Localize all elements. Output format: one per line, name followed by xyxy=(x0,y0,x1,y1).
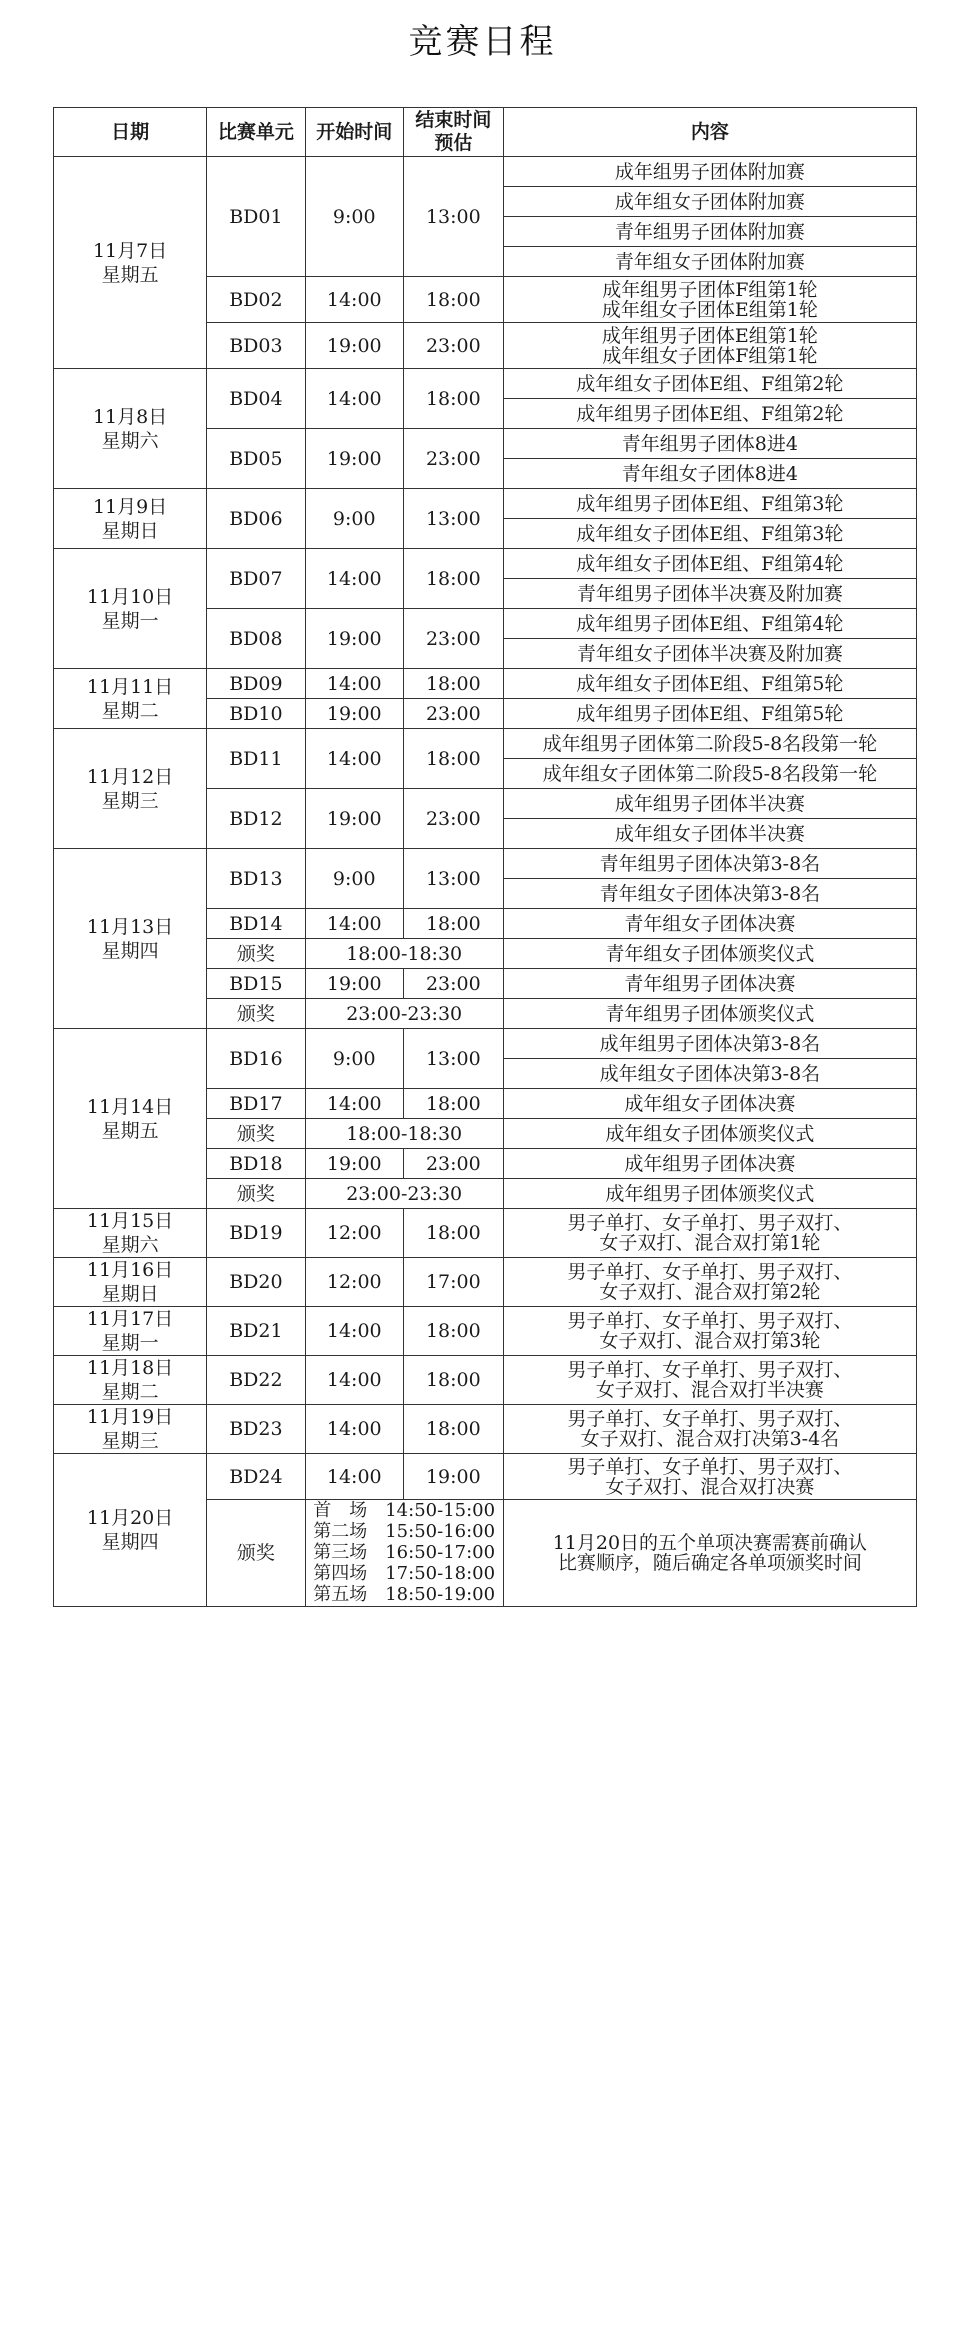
end-time-cell: 23:00 xyxy=(403,1149,503,1179)
start-time-cell: 14:00 xyxy=(305,1356,403,1405)
award-time-cell xyxy=(305,1500,503,1607)
unit-cell: BD11 xyxy=(207,729,305,789)
unit-cell: BD16 xyxy=(207,1029,305,1089)
start-time-cell: 14:00 xyxy=(305,909,403,939)
date-cell: 11月12日 星期三 xyxy=(54,729,207,849)
award-time: 首 场 14:50-15:00 第二场 15:50-16:00 第三场 16:50-17:00 第四场 17:50-18:00 第五场 18:50-19:00 xyxy=(313,1500,496,1605)
content-cell: 11月20日的五个单项决赛需赛前确认 比赛顺序，随后确定各单项颁奖时间 xyxy=(503,1500,916,1607)
date-cell: 11月14日 星期五 xyxy=(54,1029,207,1209)
content-cell: 成年组男子团体半决赛 xyxy=(503,789,916,819)
unit-cell: BD13 xyxy=(207,849,305,909)
schedule-body xyxy=(54,157,917,1607)
content-cell: 成年组男子团体第二阶段5-8名段第一轮 xyxy=(503,729,916,759)
unit-cell: BD09 xyxy=(207,669,305,699)
start-time-cell: 14:00 xyxy=(305,669,403,699)
content-cell: 成年组女子团体E组、F组第5轮 xyxy=(503,669,916,699)
end-time-cell: 13:00 xyxy=(403,157,503,277)
unit-cell: BD19 xyxy=(207,1209,305,1258)
unit-cell: BD07 xyxy=(207,549,305,609)
content-cell: 成年组男子团体E组、F组第2轮 xyxy=(503,399,916,429)
unit-cell: BD10 xyxy=(207,699,305,729)
table-row xyxy=(54,669,917,699)
end-time-cell: 18:00 xyxy=(403,277,503,323)
content-cell: 青年组男子团体决赛 xyxy=(503,969,916,999)
end-time-cell: 23:00 xyxy=(403,699,503,729)
table-row xyxy=(54,1258,917,1307)
content-cell: 青年组男子团体半决赛及附加赛 xyxy=(503,579,916,609)
table-row xyxy=(54,1454,917,1500)
date-cell: 11月8日 星期六 xyxy=(54,369,207,489)
start-time-cell: 19:00 xyxy=(305,323,403,369)
end-time-cell: 18:00 xyxy=(403,1307,503,1356)
content-cell: 成年组男子团体F组第1轮 成年组女子团体E组第1轮 xyxy=(503,277,916,323)
start-time-cell: 9:00 xyxy=(305,1029,403,1089)
content-cell: 男子单打、女子单打、男子双打、 女子双打、混合双打决第3-4名 xyxy=(503,1405,916,1454)
end-time-cell: 18:00 xyxy=(403,1209,503,1258)
unit-cell: BD21 xyxy=(207,1307,305,1356)
unit-cell: BD06 xyxy=(207,489,305,549)
content-cell: 成年组女子团体决赛 xyxy=(503,1089,916,1119)
award-time: 18:00-18:30 xyxy=(346,942,463,965)
unit-cell: BD15 xyxy=(207,969,305,999)
content-cell: 青年组男子团体8进4 xyxy=(503,429,916,459)
unit-cell: BD05 xyxy=(207,429,305,489)
end-time-cell: 13:00 xyxy=(403,1029,503,1089)
end-time-cell: 23:00 xyxy=(403,429,503,489)
content-cell: 男子单打、女子单打、男子双打、 女子双打、混合双打半决赛 xyxy=(503,1356,916,1405)
date-cell: 11月20日 星期四 xyxy=(54,1454,207,1607)
unit-cell: BD01 xyxy=(207,157,305,277)
content-cell: 青年组女子团体8进4 xyxy=(503,459,916,489)
content-cell: 青年组男子团体颁奖仪式 xyxy=(503,999,916,1029)
start-time-cell: 14:00 xyxy=(305,549,403,609)
content-cell: 男子单打、女子单打、男子双打、 女子双打、混合双打第3轮 xyxy=(503,1307,916,1356)
award-time-cell xyxy=(305,1179,503,1209)
table-row xyxy=(54,1029,917,1059)
end-time-cell: 18:00 xyxy=(403,1089,503,1119)
unit-cell: 颁奖 xyxy=(207,999,305,1029)
unit-cell: 颁奖 xyxy=(207,1119,305,1149)
end-time-cell: 18:00 xyxy=(403,729,503,789)
unit-cell: 颁奖 xyxy=(207,939,305,969)
award-time: 23:00-23:30 xyxy=(346,1002,463,1025)
start-time-cell: 14:00 xyxy=(305,369,403,429)
start-time-cell: 14:00 xyxy=(305,1089,403,1119)
start-time-cell: 14:00 xyxy=(305,1454,403,1500)
content-cell: 成年组女子团体E组、F组第4轮 xyxy=(503,549,916,579)
content-cell: 成年组男子团体附加赛 xyxy=(503,157,916,187)
table-row xyxy=(54,369,917,399)
date-cell: 11月11日 星期二 xyxy=(54,669,207,729)
table-row xyxy=(54,1209,917,1258)
col-header-end: 结束时间 预估 xyxy=(403,108,503,157)
unit-cell: BD02 xyxy=(207,277,305,323)
unit-cell: BD20 xyxy=(207,1258,305,1307)
start-time-cell: 14:00 xyxy=(305,277,403,323)
content-cell: 男子单打、女子单打、男子双打、 女子双打、混合双打第2轮 xyxy=(503,1258,916,1307)
unit-cell: BD03 xyxy=(207,323,305,369)
content-cell: 成年组女子团体E组、F组第2轮 xyxy=(503,369,916,399)
content-cell: 成年组女子团体E组、F组第3轮 xyxy=(503,519,916,549)
date-cell: 11月9日 星期日 xyxy=(54,489,207,549)
content-cell: 男子单打、女子单打、男子双打、 女子双打、混合双打决赛 xyxy=(503,1454,916,1500)
start-time-cell: 19:00 xyxy=(305,1149,403,1179)
date-cell: 11月18日 星期二 xyxy=(54,1356,207,1405)
content-cell: 成年组男子团体E组、F组第5轮 xyxy=(503,699,916,729)
date-cell: 11月17日 星期一 xyxy=(54,1307,207,1356)
content-cell: 成年组女子团体决第3-8名 xyxy=(503,1059,916,1089)
unit-cell: BD18 xyxy=(207,1149,305,1179)
content-cell: 青年组女子团体颁奖仪式 xyxy=(503,939,916,969)
unit-cell: BD22 xyxy=(207,1356,305,1405)
content-cell: 青年组男子团体决第3-8名 xyxy=(503,849,916,879)
col-header-date: 日期 xyxy=(54,108,207,157)
start-time-cell: 19:00 xyxy=(305,609,403,669)
content-cell: 成年组女子团体附加赛 xyxy=(503,187,916,217)
unit-cell: 颁奖 xyxy=(207,1179,305,1209)
date-cell: 11月15日 星期六 xyxy=(54,1209,207,1258)
unit-cell: BD17 xyxy=(207,1089,305,1119)
content-cell: 成年组女子团体半决赛 xyxy=(503,819,916,849)
col-header-unit: 比赛单元 xyxy=(207,108,305,157)
end-time-cell: 13:00 xyxy=(403,849,503,909)
content-cell: 青年组男子团体附加赛 xyxy=(503,217,916,247)
table-row xyxy=(54,1307,917,1356)
unit-cell: BD12 xyxy=(207,789,305,849)
content-cell: 青年组女子团体半决赛及附加赛 xyxy=(503,639,916,669)
unit-cell: BD08 xyxy=(207,609,305,669)
start-time-cell: 9:00 xyxy=(305,157,403,277)
unit-cell: 颁奖 xyxy=(207,1500,305,1607)
end-time-cell: 19:00 xyxy=(403,1454,503,1500)
unit-cell: BD04 xyxy=(207,369,305,429)
end-time-cell: 18:00 xyxy=(403,1356,503,1405)
content-cell: 青年组女子团体决第3-8名 xyxy=(503,879,916,909)
end-time-cell: 18:00 xyxy=(403,1405,503,1454)
start-time-cell: 9:00 xyxy=(305,489,403,549)
end-time-cell: 23:00 xyxy=(403,323,503,369)
end-time-cell: 18:00 xyxy=(403,909,503,939)
content-cell: 成年组男子团体决赛 xyxy=(503,1149,916,1179)
content-cell: 成年组男子团体E组、F组第4轮 xyxy=(503,609,916,639)
content-cell: 青年组女子团体决赛 xyxy=(503,909,916,939)
page-title: 竞赛日程 xyxy=(408,22,557,62)
table-row xyxy=(54,849,917,879)
table-row xyxy=(54,729,917,759)
content-cell: 成年组女子团体第二阶段5-8名段第一轮 xyxy=(503,759,916,789)
col-header-start: 开始时间 xyxy=(305,108,403,157)
content-cell: 男子单打、女子单打、男子双打、 女子双打、混合双打第1轮 xyxy=(503,1209,916,1258)
unit-cell: BD14 xyxy=(207,909,305,939)
start-time-cell: 19:00 xyxy=(305,429,403,489)
unit-cell: BD23 xyxy=(207,1405,305,1454)
end-time-cell: 18:00 xyxy=(403,549,503,609)
content-cell: 成年组男子团体E组第1轮 成年组女子团体F组第1轮 xyxy=(503,323,916,369)
start-time-cell: 19:00 xyxy=(305,969,403,999)
end-time-cell: 17:00 xyxy=(403,1258,503,1307)
date-cell: 11月16日 星期日 xyxy=(54,1258,207,1307)
award-time-cell xyxy=(305,1119,503,1149)
award-time-cell xyxy=(305,939,503,969)
award-time: 18:00-18:30 xyxy=(346,1122,463,1145)
content-cell: 成年组男子团体颁奖仪式 xyxy=(503,1179,916,1209)
end-time-cell: 18:00 xyxy=(403,669,503,699)
start-time-cell: 14:00 xyxy=(305,1405,403,1454)
table-row xyxy=(54,157,917,187)
award-time: 23:00-23:30 xyxy=(346,1182,463,1205)
content-cell: 成年组女子团体颁奖仪式 xyxy=(503,1119,916,1149)
award-time-cell xyxy=(305,999,503,1029)
start-time-cell: 12:00 xyxy=(305,1258,403,1307)
table-row xyxy=(54,1405,917,1454)
table-row xyxy=(54,549,917,579)
date-cell: 11月13日 星期四 xyxy=(54,849,207,1029)
col-header-content: 内容 xyxy=(503,108,916,157)
end-time-cell: 18:00 xyxy=(403,369,503,429)
table-header-row xyxy=(54,108,917,157)
end-time-cell: 13:00 xyxy=(403,489,503,549)
start-time-cell: 9:00 xyxy=(305,849,403,909)
content-cell: 成年组男子团体决第3-8名 xyxy=(503,1029,916,1059)
end-time-cell: 23:00 xyxy=(403,789,503,849)
date-cell: 11月19日 星期三 xyxy=(54,1405,207,1454)
schedule-table xyxy=(53,107,917,1607)
end-time-cell: 23:00 xyxy=(403,969,503,999)
start-time-cell: 19:00 xyxy=(305,789,403,849)
content-cell: 青年组女子团体附加赛 xyxy=(503,247,916,277)
start-time-cell: 19:00 xyxy=(305,699,403,729)
table-row xyxy=(54,489,917,519)
date-cell: 11月7日 星期五 xyxy=(54,157,207,369)
date-cell: 11月10日 星期一 xyxy=(54,549,207,669)
start-time-cell: 14:00 xyxy=(305,729,403,789)
end-time-cell: 23:00 xyxy=(403,609,503,669)
table-row xyxy=(54,1356,917,1405)
unit-cell: BD24 xyxy=(207,1454,305,1500)
start-time-cell: 12:00 xyxy=(305,1209,403,1258)
content-cell: 成年组男子团体E组、F组第3轮 xyxy=(503,489,916,519)
start-time-cell: 14:00 xyxy=(305,1307,403,1356)
